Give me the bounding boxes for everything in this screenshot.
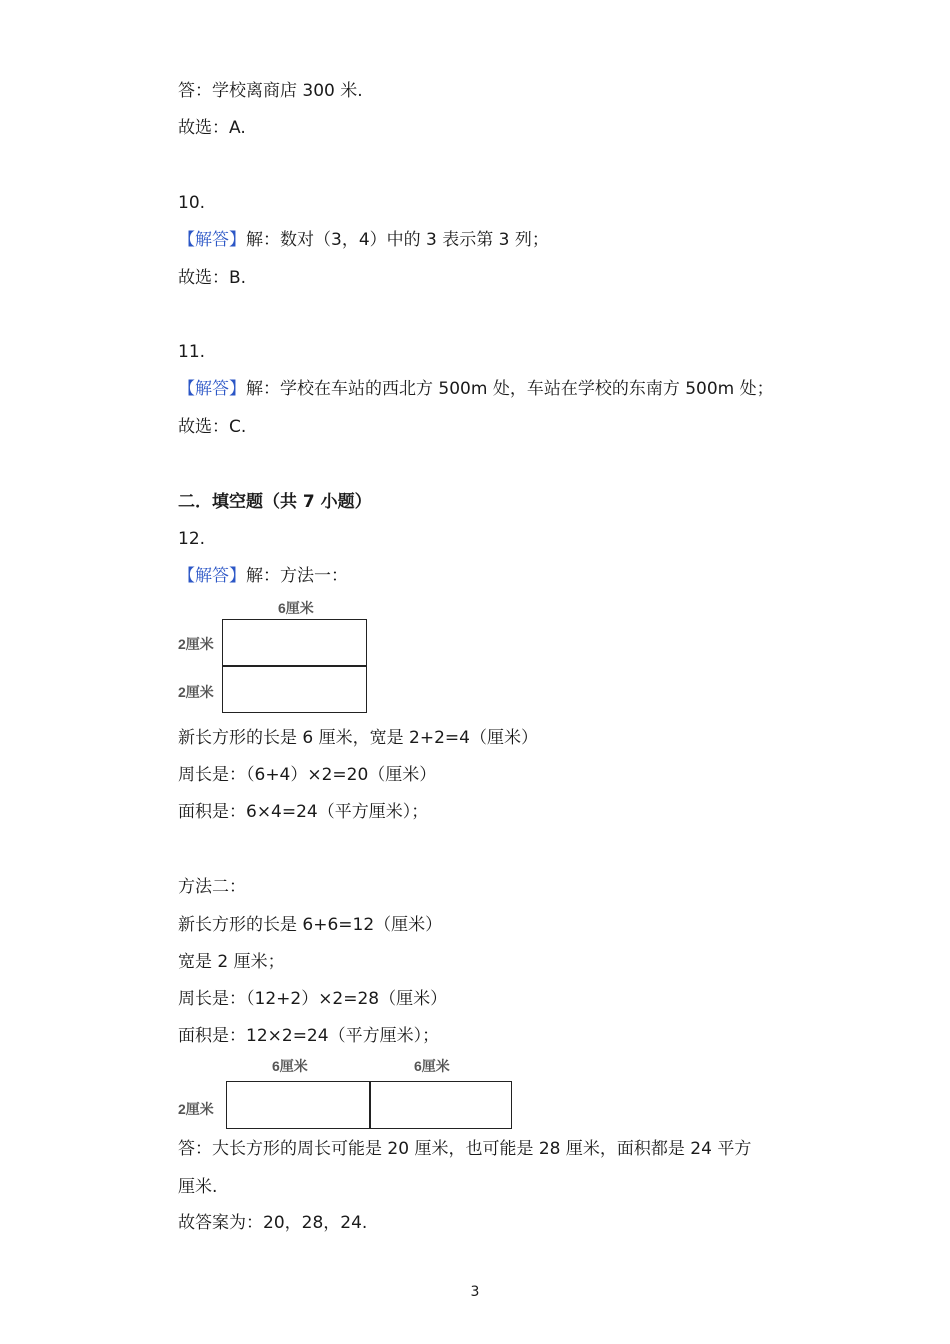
q11-choice: 故选：C. — [178, 417, 247, 437]
q12-m2-line1: 新长方形的长是 6+6=12（厘米） — [178, 915, 443, 935]
section-heading: 二．填空题（共 7 小题） — [178, 492, 372, 512]
figure-stacked-rectangles — [176, 598, 376, 716]
q10-choice: 故选：B. — [178, 268, 247, 288]
q12-method1-label: 解：方法一： — [246, 566, 348, 586]
q12-method2-intro: 方法二： — [178, 877, 246, 897]
page-number: 3 — [470, 1284, 480, 1300]
q12-method1-intro — [178, 564, 348, 588]
fig1-rect-top — [222, 619, 367, 667]
q10-solution — [178, 228, 549, 252]
fig1-left-label-2: 2厘米 — [178, 684, 214, 700]
q12-m1-line1: 新长方形的长是 6 厘米，宽是 2+2=4（厘米） — [178, 728, 538, 748]
fig1-left-label-1: 2厘米 — [178, 636, 214, 652]
q11-tag: 【解答】 — [178, 379, 246, 399]
q12-m2-line4: 面积是：12×2=24（平方厘米）； — [178, 1026, 440, 1046]
q9-choice: 故选：A. — [178, 118, 246, 138]
fig2-top-label-2: 6厘米 — [414, 1058, 450, 1074]
q12-final: 故答案为：20，28，24. — [178, 1213, 368, 1233]
q12-m1-line2: 周长是：（6+4）×2=20（厘米） — [178, 765, 437, 785]
q12-m2-line2: 宽是 2 厘米； — [178, 952, 285, 972]
fig2-rect-right — [369, 1081, 512, 1129]
fig2-rect-left — [226, 1081, 371, 1129]
fig2-left-label: 2厘米 — [178, 1101, 214, 1117]
fig1-top-label: 6厘米 — [278, 600, 314, 616]
q10-number: 10. — [178, 193, 206, 213]
figure-side-by-side-rectangles — [176, 1054, 516, 1132]
q12-tag: 【解答】 — [178, 566, 246, 586]
q10-tag: 【解答】 — [178, 230, 246, 250]
q12-answer-line2: 厘米. — [178, 1177, 218, 1197]
q12-m1-line3: 面积是：6×4=24（平方厘米）； — [178, 802, 429, 822]
q12-number: 12. — [178, 529, 206, 549]
q10-text: 解：数对（3，4）中的 3 表示第 3 列； — [246, 230, 549, 250]
fig2-top-label-1: 6厘米 — [272, 1058, 308, 1074]
q11-solution — [178, 377, 774, 401]
q12-answer-line1: 答：大长方形的周长可能是 20 厘米，也可能是 28 厘米，面积都是 24 平方 — [178, 1139, 752, 1159]
q12-m2-line3: 周长是：（12+2）×2=28（厘米） — [178, 989, 448, 1009]
q11-number: 11. — [178, 342, 206, 362]
fig1-rect-bottom — [222, 665, 367, 713]
q9-answer: 答：学校离商店 300 米. — [178, 81, 363, 101]
q11-text: 解：学校在车站的西北方 500m 处，车站在学校的东南方 500m 处； — [246, 379, 774, 399]
